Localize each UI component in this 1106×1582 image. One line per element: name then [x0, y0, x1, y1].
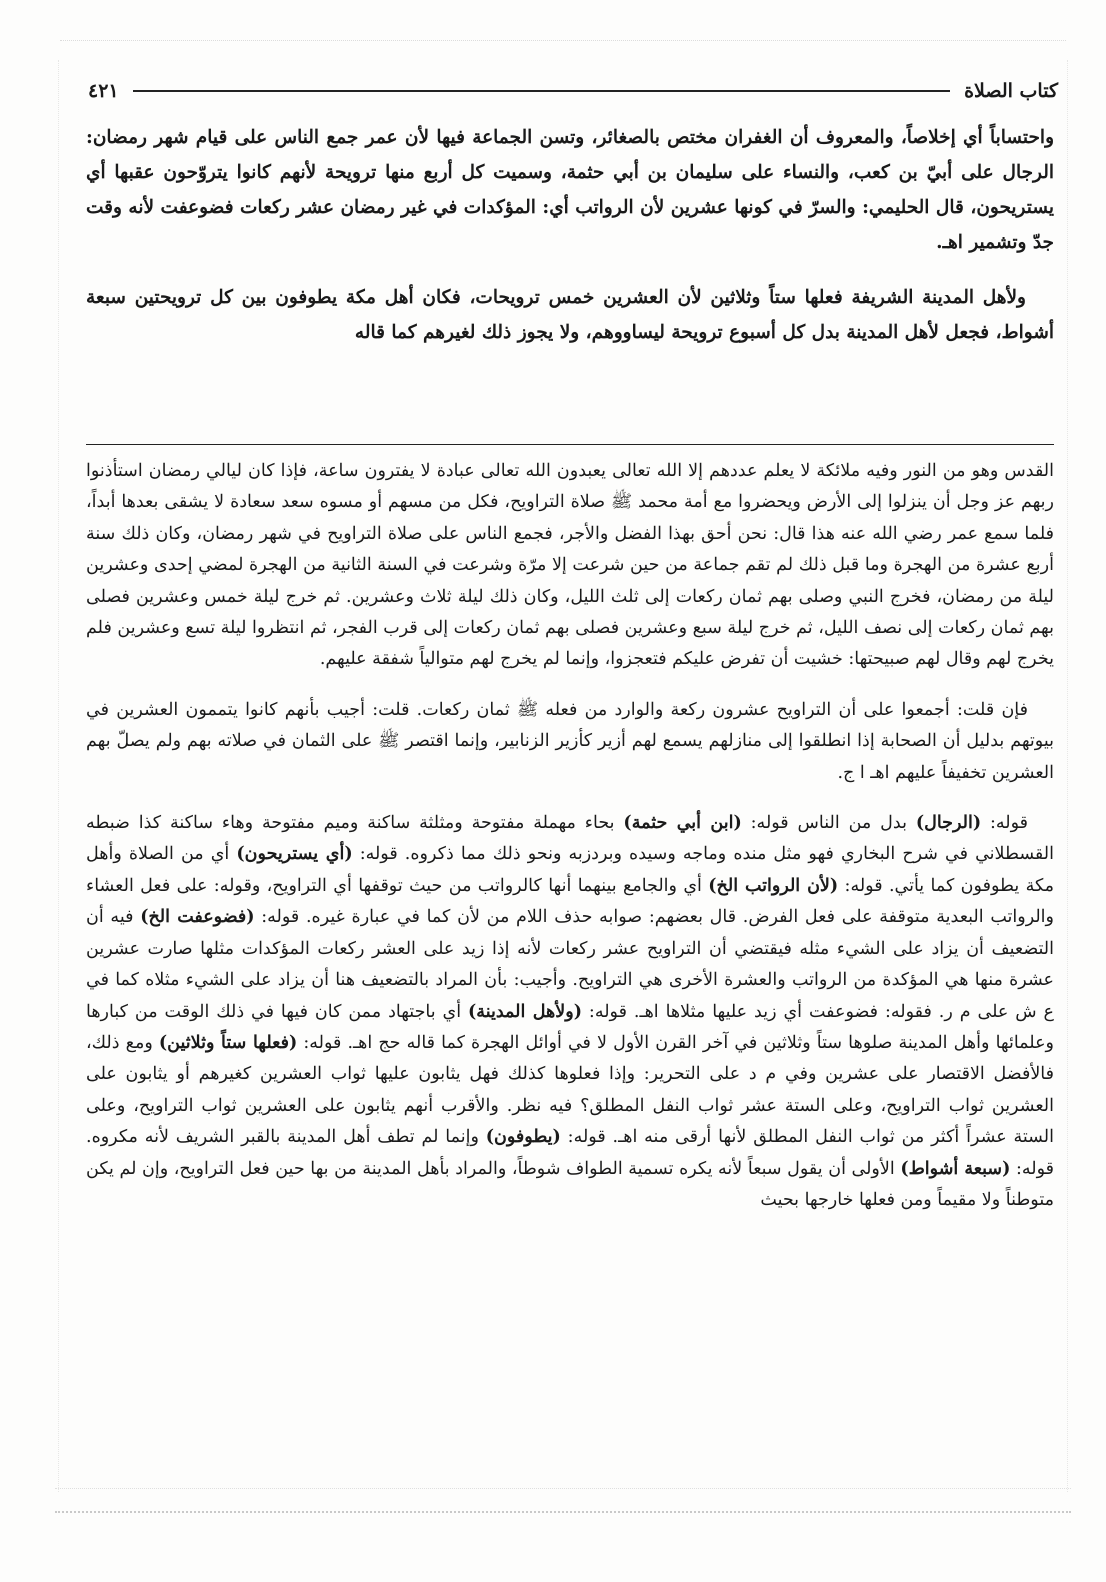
- note-text: بدل من الناس قوله:: [741, 813, 916, 834]
- quoted-term: (أي يستريحون): [236, 844, 353, 865]
- ornamental-border-left: [58, 60, 69, 1492]
- main-paragraph-1: واحتساباً أي إخلاصاً، والمعروف أن الغفران مختص بالصغائر، وتسن الجماعة فيها لأن عمر جمع الناس على قيام شهر رمضان: الرجال على أبيّ بن كعب، والنساء على سليمان بن أبي حثمة، وسميت كل أربع منها ترويحة لأنهم كانوا يتروّحون عقبها أي يستريحون، قال الحليمي: والسرّ في كونها عشرين لأن الرواتب أي: المؤكدات في غير رمضان عشر ركعات فضوعفت لأنه وقت جدّ وتشمير اهـ.: [86, 127, 1054, 253]
- main-text: [86, 120, 1054, 350]
- note-paragraph-3: [86, 808, 1054, 1216]
- note-text: الأولى أن يقول سبعاً لأنه يكره تسمية الطواف شوطاً، والمراد بأهل المدينة من بها حين فعل التراويح، وإن لم يكن متوطناً ولا مقيماً ومن فعلها خارجها بحيث: [86, 1158, 1054, 1210]
- note-paragraph-2: فإن قلت: أجمعوا على أن التراويح عشرون ركعة والوارد من فعله ﷺ ثمان ركعات. قلت: أجيب بأنهم كانوا يتممون العشرين في بيوتهم بدليل أن الصحابة إذا انطلقوا إلى منازلهم يسمع لهم أزير كأزير الزنابير، وإنما اقتصر ﷺ على الثمان في صلاته بهم ولم يصلّ بهم العشرين تخفيفاً عليهم اهـ ا ج.: [86, 699, 1054, 783]
- quoted-term: (ابن أبي حثمة): [623, 813, 742, 834]
- footnotes: [86, 456, 1054, 1216]
- note-text: أي والجامع بينهما أنها كالرواتب من حيث توقفها أي التراويح، وقوله: على فعل العشاء والرواتب البعدية متوقفة على فعل الفرض. قال بعضهم: صوابه حذف اللام من لأن كما في عبارة غيره. قوله:: [86, 875, 1054, 928]
- note-text: قوله:: [981, 813, 1029, 834]
- main-paragraph-2: ولأهل المدينة الشريفة فعلها ستاً وثلاثين لأن العشرين خمس ترويحات، فكان أهل مكة يطوفون بين كل ترويحتين سبعة أشواط، فجعل لأهل المدينة بدل كل أسبوع ترويحة ليساووهم، ولا يجوز ذلك لغيرهم كما قاله: [86, 287, 1054, 343]
- quoted-term: (سبعة أشواط): [900, 1158, 1011, 1179]
- quoted-term: (الرجال): [915, 813, 982, 834]
- page-number: ٤٢١: [88, 80, 119, 102]
- running-header: [88, 76, 1058, 106]
- quoted-term: (فعلها ستاً وثلاثين): [158, 1032, 298, 1053]
- note-text: فيه أن التضعيف أن يزاد على الشيء مثله فيقتضي أن التراويح عشر ركعات لأنه إذا زيد على العشر ركعات المؤكدات مثلها صارت عشرين عشرة منها هي المؤكدة من الرواتب والعشرة الأخرى هي التراويح. وأجيب: بأن المراد بالتضعيف هنا أن يزاد على الشيء مثلاه كما في ع ش على م ر. فقوله: فضوعفت أي زيد عليها مثلاها اهـ. قوله:: [86, 907, 1054, 1022]
- note-text: أي باجتهاد ممن كان فيها في ذلك الوقت من كبارها وعلمائها وأهل المدينة صلوها ستاً وثلاثين في آخر القرن الأول لا في أوائل الهجرة كما قاله حج اهـ. قوله:: [86, 1001, 1054, 1053]
- note-text: وإنما لم تطف أهل المدينة بالقبر الشريف لأنه مكروه. قوله:: [86, 1127, 1054, 1179]
- note-paragraph-1: القدس وهو من النور وفيه ملائكة لا يعلم عددهم إلا الله تعالى يعبدون الله تعالى عبادة لا يفترون ساعة، فإذا كان ليالي رمضان استأذنوا ربهم عز وجل أن ينزلوا إلى الأرض ويحضروا مع أمة محمد ﷺ صلاة التراويح، فكل من مسهم أو مسوه سعد سعادة لا يشقى بعدها أبداً، فلما سمع عمر رضي الله عنه هذا قال: نحن أحق بهذا الفضل والأجر، فجمع الناس على صلاة التراويح في شهر رمضان، وكان ذلك سنة أربع عشرة من الهجرة وما قبل ذلك لم تقم جماعة من حين شرعت إلا مرّة وشرعت في السنة الثانية من الهجرة لمضي إحدى وعشرين ليلة من رمضان، فخرج النبي وصلى بهم ثمان ركعات إلى ثلث الليل، وكان ذلك ليلة ثلاث وعشرين. ثم خرج ليلة خمس وعشرين فصلى بهم ثمان ركعات إلى نصف الليل، ثم خرج ليلة سبع وعشرين فصلى بهم ثمان ركعات إلى قرب الفجر، ثم انتظروا ليلة تسع وعشرين فلم يخرج لهم وقال لهم صبيحتها: خشيت أن تفرض عليكم فتعجزوا، وإنما لم يخرج لهم متوالياً شفقة عليهم.: [86, 461, 1054, 670]
- note-text: بحاء مهملة مفتوحة ومثلثة ساكنة وميم مفتوحة وهاء ساكنة كذا ضبطه القسطلاني في شرح البخاري فهو مثل منده وماجه وسيده وبردزبه ونحو ذلك مما ذكروه. قوله:: [86, 813, 1054, 865]
- quoted-term: (لأن الرواتب الخ): [708, 875, 839, 896]
- ornamental-border-bottom: [55, 1488, 1071, 1513]
- header-rule: [133, 90, 950, 92]
- quoted-term: (فضوعفت الخ): [140, 907, 255, 928]
- footnote-separator: [86, 444, 1054, 445]
- quoted-term: (يطوفون): [485, 1127, 561, 1148]
- ornamental-border-right: [1067, 60, 1078, 1492]
- ornamental-border-top: [60, 40, 1066, 59]
- note-text: أي من الصلاة وأهل مكة يطوفون كما يأتي. قوله:: [86, 844, 1054, 896]
- chapter-title: كتاب الصلاة: [964, 80, 1058, 102]
- quoted-term: (ولأهل المدينة): [468, 1001, 582, 1022]
- note-text: ومع ذلك، فالأفضل الاقتصار على عشرين وفي م د على التحرير: وإذا فعلوها كذلك فهل يثابون عليها ثواب العشرين كغيرهم أو يثابون على العشرين ثواب التراويح، وعلى الستة عشر ثواب النفل المطلق؟ فيه نظر. والأقرب أنهم يثابون على العشرين ثواب التراويح، وعلى الستة عشراً أكثر من ثواب النفل المطلق لأنها أرقى منه اهـ. قوله:: [86, 1032, 1054, 1148]
